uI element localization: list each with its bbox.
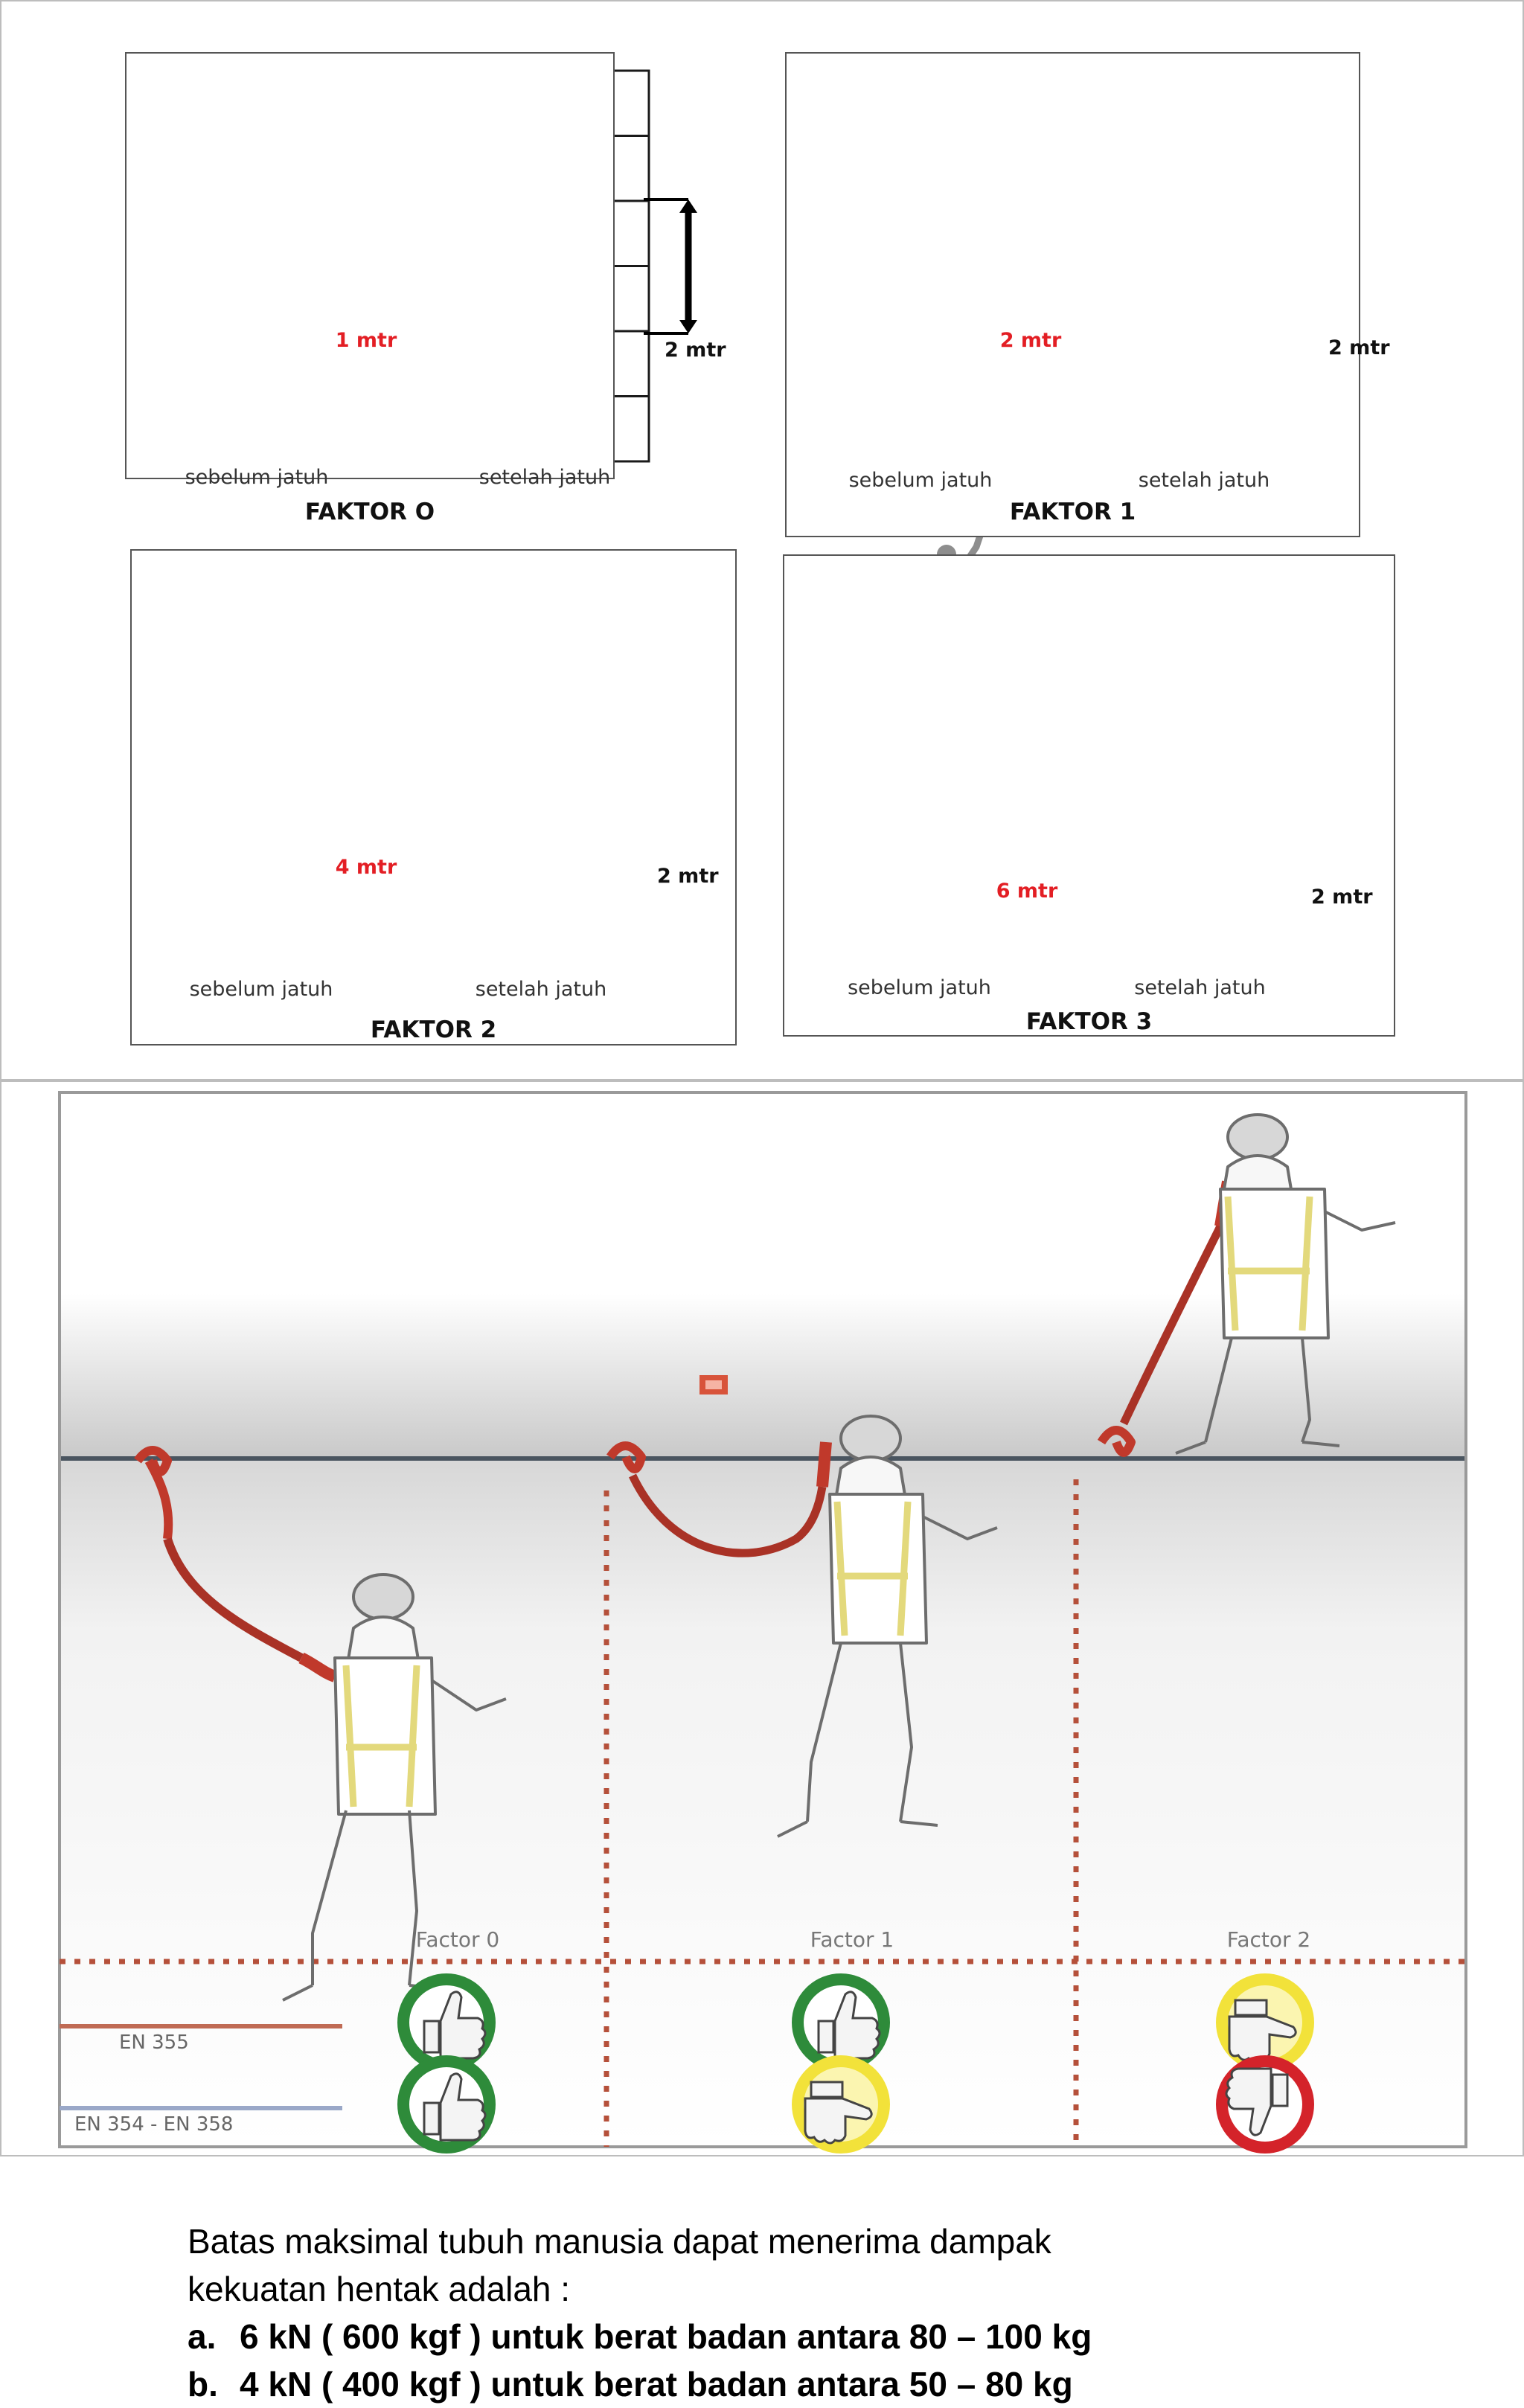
lanyard-length-label-3: 2 mtr <box>1311 886 1373 909</box>
fall-distance-label-1: 2 mtr <box>999 329 1062 352</box>
caption-before-0: sebelum jatuh <box>185 466 329 489</box>
rating-0-0-thumbs-up-icon <box>403 1979 490 2066</box>
info-item-a-marker: a. <box>188 2317 217 2356</box>
factor-column-1: Factor 1 <box>810 1927 894 1952</box>
fall-factor-illustration <box>60 1092 1466 2404</box>
factor-column-2: Factor 2 <box>1226 1927 1311 1952</box>
panel-faktor-0 <box>125 52 615 479</box>
panel-title-3: FAKTOR 3 <box>1025 1008 1153 1035</box>
caption-after-3: setelah jatuh <box>1134 976 1266 999</box>
rating-0-2-thumbs-neutral-icon <box>1222 1979 1308 2066</box>
fall-distance-label-0: 1 mtr <box>335 329 397 352</box>
rating-0-1-thumbs-up-icon <box>798 1979 884 2066</box>
lanyard-length-label-1: 2 mtr <box>1328 336 1390 359</box>
lanyard-length-label-2: 2 mtr <box>657 865 719 888</box>
info-item-b <box>188 2360 1229 2408</box>
info-intro-line-2: kekuatan hentak adalah : <box>188 2270 571 2308</box>
info-item-b-marker: b. <box>188 2365 218 2404</box>
info-item-b-text: 4 kN ( 400 kgf ) untuk berat badan antara 50 – 80 kg <box>240 2365 1073 2404</box>
impact-info <box>188 2218 1229 2408</box>
rating-1-0-thumbs-up-icon <box>403 2061 490 2148</box>
fall-distance-label-3: 6 mtr <box>996 880 1058 903</box>
caption-before-1: sebelum jatuh <box>848 469 993 492</box>
fall-distance-label-2: 4 mtr <box>335 856 397 879</box>
panel-title-1: FAKTOR 1 <box>1009 499 1136 525</box>
panel-title-0: FAKTOR O <box>304 499 435 525</box>
caption-after-1: setelah jatuh <box>1138 469 1270 492</box>
caption-before-2: sebelum jatuh <box>189 978 333 1001</box>
info-item-a-text: 6 kN ( 600 kgf ) untuk berat badan antara 80 – 100 kg <box>240 2317 1092 2356</box>
caption-after-0: setelah jatuh <box>478 466 611 489</box>
panel-faktor-1 <box>785 52 1360 537</box>
lanyard-length-arrow-0 <box>644 199 697 333</box>
lanyard-length-label-0: 2 mtr <box>665 339 726 362</box>
rating-1-1-thumbs-neutral-icon <box>798 2061 884 2148</box>
rating-1-2-thumbs-down-icon <box>1222 2061 1308 2148</box>
caption-after-2: setelah jatuh <box>475 978 607 1001</box>
info-intro-line-1: Batas maksimal tubuh manusia dapat menerima dampak <box>188 2222 1051 2261</box>
info-item-a <box>188 2313 1229 2360</box>
caption-before-3: sebelum jatuh <box>848 976 991 999</box>
standard-en-355: EN 355 <box>119 2031 189 2054</box>
panel-title-2: FAKTOR 2 <box>370 1016 497 1043</box>
panel-faktor-3 <box>783 554 1395 1037</box>
panel-faktor-2 <box>130 549 737 1046</box>
standard-en-354-358: EN 354 - EN 358 <box>74 2113 234 2136</box>
ratings-svg <box>60 1092 1466 2147</box>
factor-column-0: Factor 0 <box>415 1927 500 1952</box>
